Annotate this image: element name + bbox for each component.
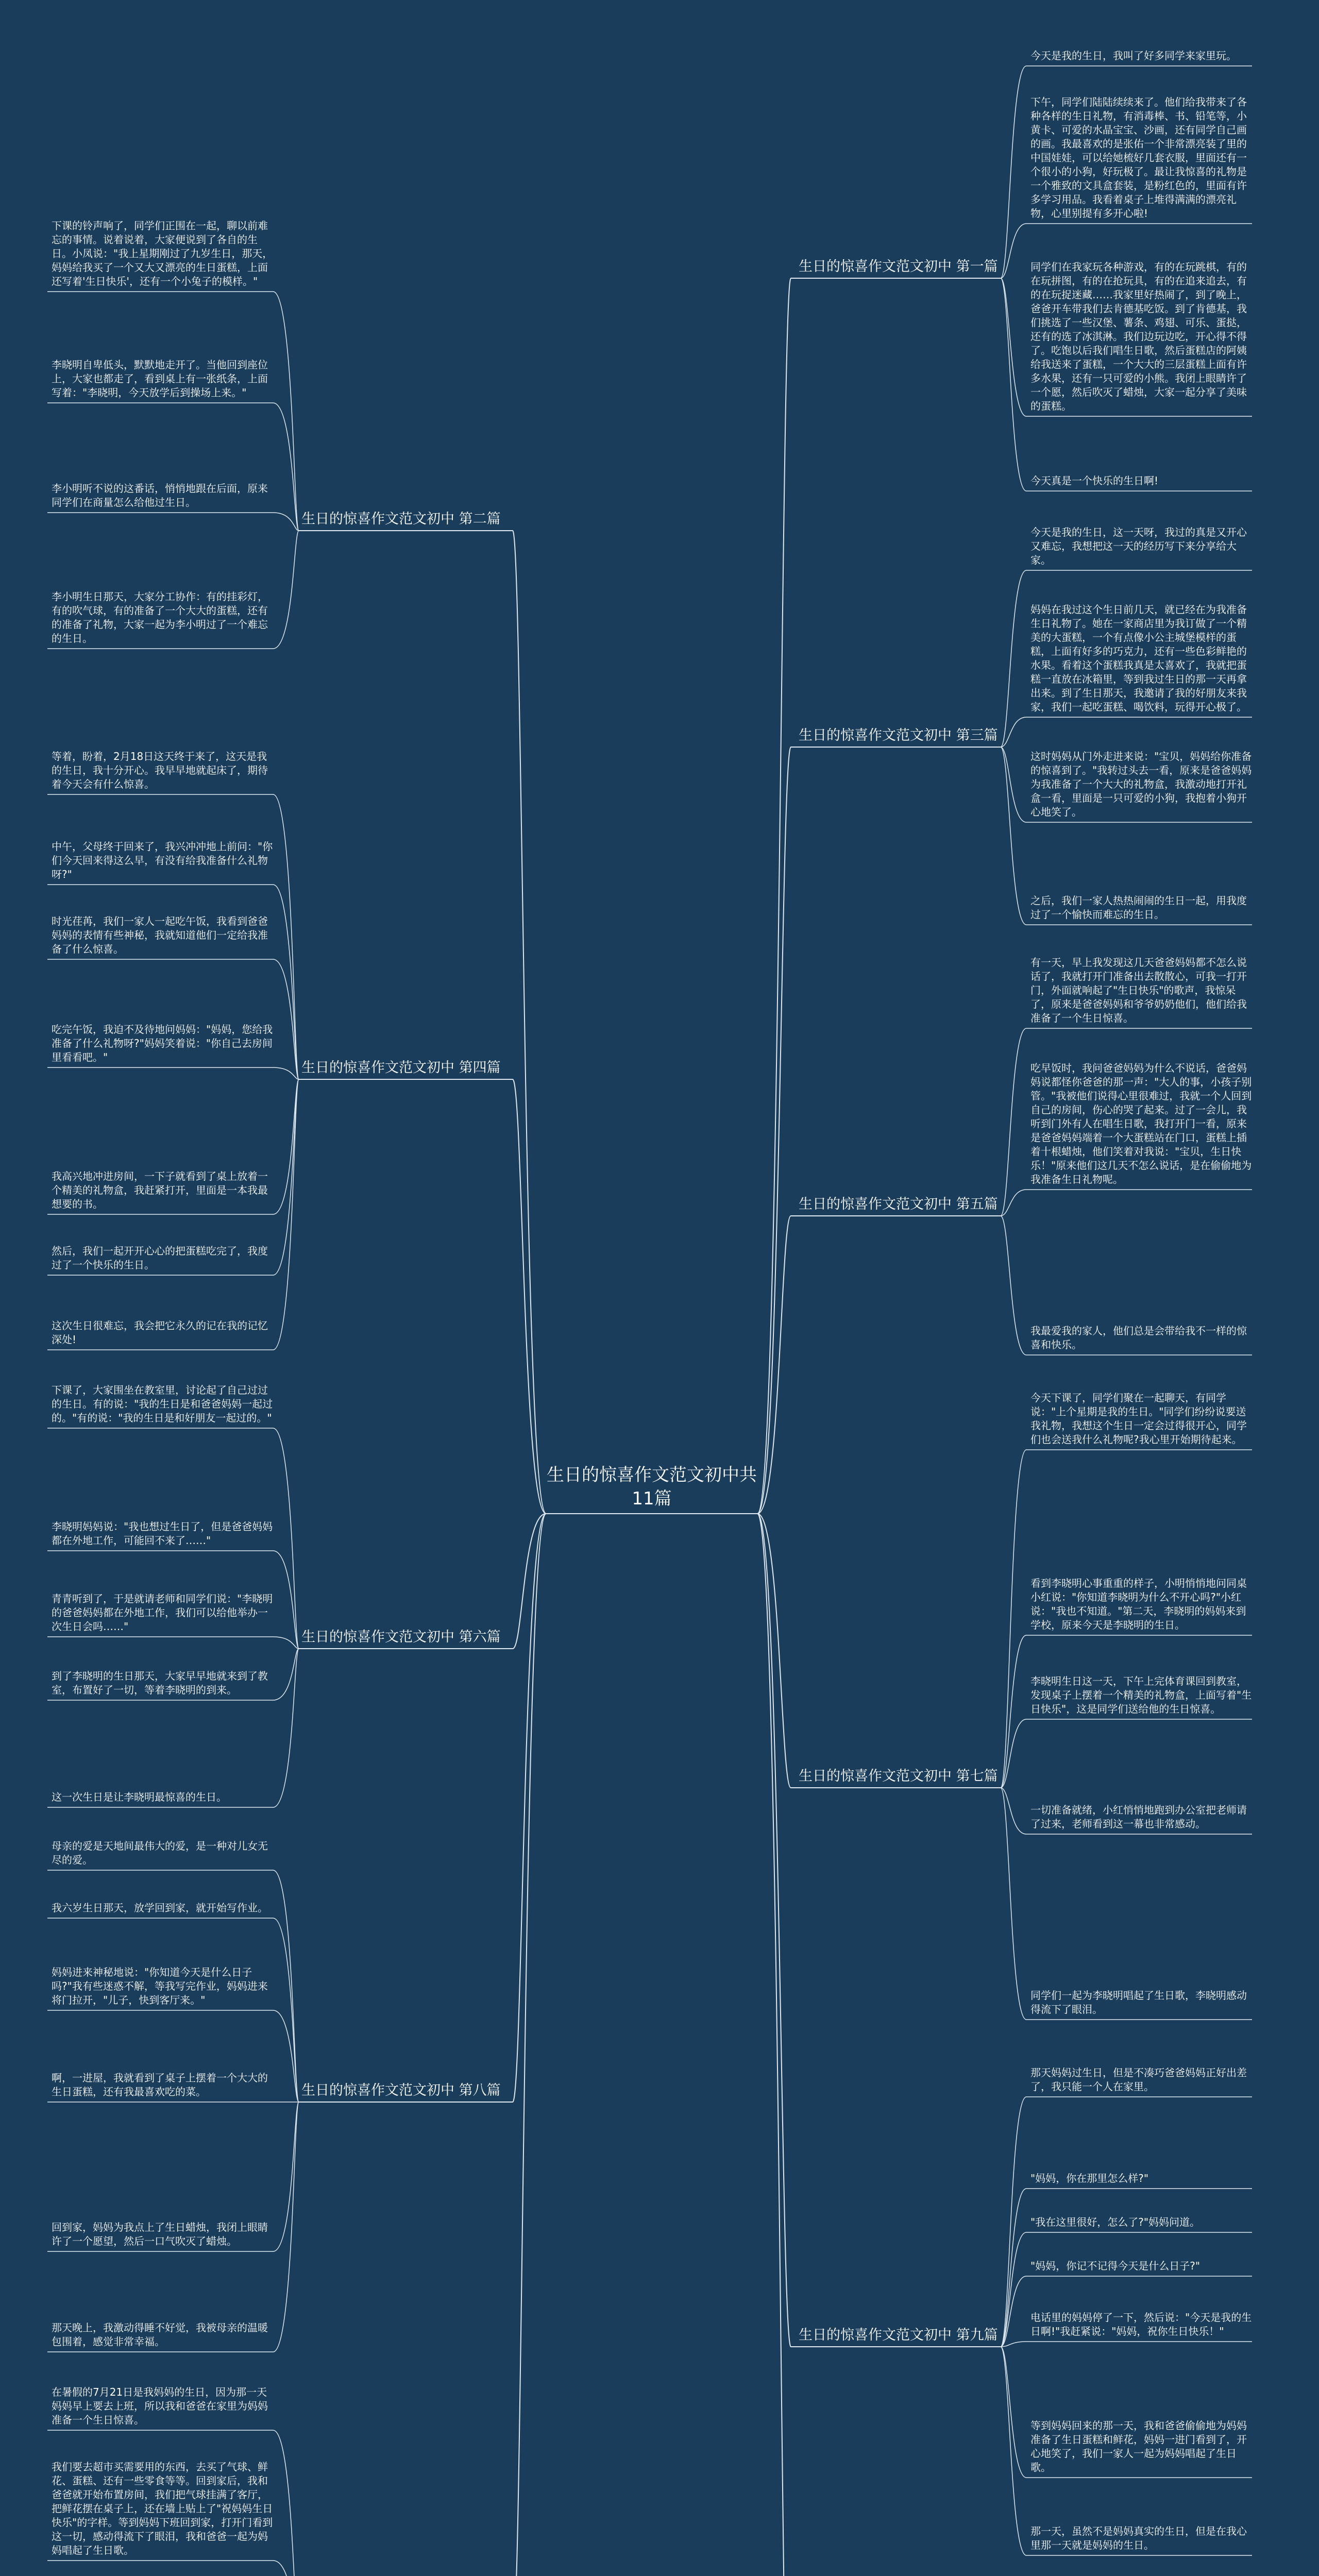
leaf: 啊，一进屋，我就看到了桌子上摆着一个大大的生日蛋糕，还有我最喜欢吃的菜。 xyxy=(52,2072,268,2098)
branch-label-9: 生日的惊喜作文范文初中 第九篇 xyxy=(799,2327,998,2343)
leaf: 在暑假的7月21日是我妈妈的生日，因为那一天妈妈早上要去上班，所以我和爸爸在家里为妈妈准备一个生日惊喜。 xyxy=(52,2386,268,2426)
root-topic: 生日的惊喜作文范文初中共11篇 xyxy=(547,1465,757,1509)
leaf: 我最爱我的家人，他们总是会带给我不一样的惊喜和快乐。 xyxy=(1030,1325,1247,1351)
leaf: 李晓明妈妈说："我也想过生日了，但是爸爸妈妈都在外地工作，可能回不来了……" xyxy=(52,1520,273,1547)
leaf: 母亲的爱是天地间最伟大的爱，是一种对儿女无尽的爱。 xyxy=(52,1840,268,1866)
leaf: 我高兴地冲进房间，一下子就看到了桌上放着一个精美的礼物盒，我赶紧打开，里面是一本我最想要的书。 xyxy=(52,1170,268,1210)
leaf: 时光荏苒，我们一家人一起吃午饭，我看到爸爸妈妈的表情有些神秘，我就知道他们一定给我准备了什么惊喜。 xyxy=(52,915,268,955)
leaf: 回到家，妈妈为我点上了生日蜡烛，我闭上眼睛许了一个愿望，然后一口气吹灭了蜡烛。 xyxy=(52,2221,268,2247)
leaf: "妈妈，你记不记得今天是什么日子?" xyxy=(1030,2260,1200,2272)
leaf: 李晓明自卑低头，默默地走开了。当他回到座位上，大家也都走了，看到桌上有一张纸条，上面写着："李晓明，今天放学后到操场上来。" xyxy=(52,359,268,399)
leaf: 李晓明生日这一天，下午上完体育课回到教室，发现桌子上摆着一个精美的礼物盒，上面写着"生日快乐"，这是同学们送给他的生日惊喜。 xyxy=(1030,1675,1252,1715)
leaf: 有一天，早上我发现这几天爸爸妈妈都不怎么说话了，我就打开门准备出去散散心，可我一打开门，外面就响起了"生日快乐"的歌声，我惊呆了，原来是爸爸妈妈和爷爷奶奶他们，他们给我准备了一个生日惊喜。 xyxy=(1030,956,1247,1024)
leaf: 那一天，虽然不是妈妈真实的生日，但是在我心里那一天就是妈妈的生日。 xyxy=(1030,2525,1247,2551)
leaf: 下课了，大家围坐在教室里，讨论起了自己过过的生日。有的说："我的生日是和爸爸妈妈一起过的。"有的说："我的生日是和好朋友一起过的。" xyxy=(52,1384,273,1424)
leaf: 一切准备就绪，小红悄悄地跑到办公室把老师请了过来，老师看到这一幕也非常感动。 xyxy=(1030,1804,1247,1830)
leaf: 李小明听不说的这番话，悄悄地跟在后面，原来同学们在商量怎么给他过生日。 xyxy=(52,482,268,509)
leaf: 等着，盼着，2月18日这天终于来了，这天是我的生日，我十分开心。我早早地就起床了，期待着今天会有什么惊喜。 xyxy=(52,750,268,790)
leaf: 妈妈在我过这个生日前几天，就已经在为我准备生日礼物了。她在一家商店里为我订做了一个精美的大蛋糕，一个有点像小公主城堡模样的蛋糕，上面有好多的巧克力，还有一些色彩鲜艳的水果。看着这个蛋糕我真是太喜欢了，我就把蛋糕一直放在冰箱里，等到我过生日的那一天再拿出来。到了生日那天，我邀请了我的好朋友来我家，我们一起吃蛋糕、喝饮料，玩得开心极了。 xyxy=(1030,603,1247,713)
leaf: 等到妈妈回来的那一天，我和爸爸偷偷地为妈妈准备了生日蛋糕和鲜花，妈妈一进门看到了，开心地笑了，我们一家人一起为妈妈唱起了生日歌。 xyxy=(1030,2419,1247,2473)
branch-label-4: 生日的惊喜作文范文初中 第四篇 xyxy=(301,1060,501,1076)
leaf: 同学们一起为李晓明唱起了生日歌，李晓明感动得流下了眼泪。 xyxy=(1030,1989,1247,2015)
leaf: 我们要去超市买需要用的东西，去买了气球、鲜花、蛋糕、还有一些零食等等。回到家后，我和爸爸就开始布置房间，我们把气球挂满了客厅，把鲜花摆在桌子上，还在墙上贴上了"祝妈妈生日快乐"的字样。等到妈妈下班回到家，打开门看到这一切，感动得流下了眼泪，我和爸爸一起为妈妈唱起了生日歌。 xyxy=(52,2461,273,2556)
branch-label-1: 生日的惊喜作文范文初中 第一篇 xyxy=(799,259,998,275)
leaf: 看到李晓明心事重重的样子，小明悄悄地问同桌小红说："你知道李晓明为什么不开心吗?"小红说："我也不知道。"第二天，李晓明的妈妈来到学校，原来今天是李晓明的生日。 xyxy=(1030,1577,1247,1631)
leaf: 今天下课了，同学们聚在一起聊天，有同学说："上个星期是我的生日。"同学们纷纷说要送我礼物，我想这个生日一定会过得很开心，同学们也会送我什么礼物呢?我心里开始期待起来。 xyxy=(1030,1392,1247,1446)
leaf: 这时妈妈从门外走进来说："宝贝，妈妈给你准备的惊喜到了。"我转过头去一看，原来是爸爸妈妈为我准备了一个大大的礼物盒，我激动地打开礼盒一看，里面是一只可爱的小狗，我抱着小狗开心地笑了。 xyxy=(1030,750,1252,818)
leaf: 到了李晓明的生日那天，大家早早地就来到了教室，布置好了一切，等着李晓明的到来。 xyxy=(52,1670,268,1696)
leaf: 电话里的妈妈停了一下，然后说："今天是我的生日啊!"我赶紧说："妈妈，祝你生日快乐！" xyxy=(1030,2311,1252,2337)
leaf: 吃早饭时，我问爸爸妈妈为什么不说话，爸爸妈妈说都怪你爸爸的那一声："大人的事，小孩子别管。"我被他们说得心里很难过，我就一个人回到自己的房间，伤心的哭了起来。过了一会儿，我听到门外有人在唱生日歌，我打开门一看，原来是爸爸妈妈端着一个大蛋糕站在门口，蛋糕上插着十根蜡烛，他们笑着对我说："宝贝，生日快乐！"原来他们这几天不怎么说话，是在偷偷地为我准备生日礼物呢。 xyxy=(1030,1062,1252,1185)
branch-label-8: 生日的惊喜作文范文初中 第八篇 xyxy=(301,2082,501,2098)
leaf: 中午，父母终于回来了，我兴冲冲地上前问："你们今天回来得这么早，有没有给我准备什么礼物呀?" xyxy=(52,840,273,880)
leaf: 下午，同学们陆陆续续来了。他们给我带来了各种各样的生日礼物，有消毒棒、书、铅笔等，小黄卡、可爱的水晶宝宝、沙画，还有同学自己画的画。我最喜欢的是张佑一个非常漂亮装了里的中国娃娃，可以给她梳好几套衣服，里面还有一个很小的小狗，好玩极了。最让我惊喜的礼物是一个雅致的文具盒套装，是粉红色的，里面有许多学习用品。我看着桌子上堆得满满的漂亮礼物，心里别提有多开心啦! xyxy=(1030,96,1247,219)
leaf: "妈妈，你在那里怎么样?" xyxy=(1030,2172,1149,2184)
leaf: 李小明生日那天，大家分工协作：有的挂彩灯，有的吹气球，有的准备了一个大大的蛋糕，还有的准备了礼物，大家一起为李小明过了一个难忘的生日。 xyxy=(52,590,268,645)
branch-label-3: 生日的惊喜作文范文初中 第三篇 xyxy=(799,727,998,743)
leaf: 下课的铃声响了，同学们正围在一起，聊以前难忘的事情。说着说着，大家便说到了各自的生日。小凤说："我上星期刚过了九岁生日，那天，妈妈给我买了一个又大又漂亮的生日蛋糕，上面还写着'生日快乐'，还有一个小兔子的模样。" xyxy=(52,219,273,287)
leaf: 那天妈妈过生日，但是不凑巧爸爸妈妈正好出差了，我只能一个人在家里。 xyxy=(1030,2066,1247,2093)
branch-label-7: 生日的惊喜作文范文初中 第七篇 xyxy=(799,1768,998,1784)
leaf: 今天是我的生日，我叫了好多同学来家里玩。 xyxy=(1030,49,1237,62)
leaf: 这一次生日是让李晓明最惊喜的生日。 xyxy=(52,1791,227,1803)
leaf: "我在这里很好，怎么了?"妈妈问道。 xyxy=(1030,2216,1200,2228)
leaf: 今天真是一个快乐的生日啊! xyxy=(1030,474,1159,487)
leaf: 今天是我的生日，这一天呀，我过的真是又开心又难忘，我想把这一天的经历写下来分享给大家。 xyxy=(1030,526,1247,566)
branch-label-6: 生日的惊喜作文范文初中 第六篇 xyxy=(301,1629,501,1645)
leaf: 我六岁生日那天，放学回到家，就开始写作业。 xyxy=(52,1902,268,1914)
leaf: 那天晚上，我激动得睡不好觉，我被母亲的温暖包围着，感觉非常幸福。 xyxy=(52,2321,268,2348)
leaf: 同学们在我家玩各种游戏，有的在玩跳棋，有的在玩拼图，有的在抢玩具，有的在追来追去，有的在玩捉迷藏……我家里好热闹了，到了晚上，爸爸开车带我们去肯德基吃饭。到了肯德基，我们挑选了一些汉堡、薯条、鸡翅、可乐、蛋挞，还有的选了冰淇淋。我们边玩边吃，开心得不得了。吃饱以后我们唱生日歌，然后蛋糕店的阿姨给我送来了蛋糕，一个大大的三层蛋糕上面有许多水果，还有一只可爱的小熊。我闭上眼睛许了一个愿，然后吹灭了蜡烛，大家一起分享了美味的蛋糕。 xyxy=(1030,261,1247,412)
branch-label-5: 生日的惊喜作文范文初中 第五篇 xyxy=(799,1196,998,1212)
leaf: 然后，我们一起开开心心的把蛋糕吃完了，我度过了一个快乐的生日。 xyxy=(52,1245,268,1271)
leaf: 吃完午饭，我迫不及待地问妈妈："妈妈，您给我准备了什么礼物呀?"妈妈笑着说："你自己去房间里看看吧。" xyxy=(52,1023,273,1063)
leaf: 妈妈进来神秘地说："你知道今天是什么日子吗?"我有些迷惑不解，等我写完作业，妈妈进来将门拉开，"儿子，快到客厅来。" xyxy=(52,1966,268,2006)
leaf: 这次生日很难忘，我会把它永久的记在我的记忆深处! xyxy=(52,1319,268,1346)
leaf: 青青听到了，于是就请老师和同学们说："李晓明的爸爸妈妈都在外地工作，我们可以给他举办一次生日会吗……" xyxy=(52,1592,273,1633)
branch-label-2: 生日的惊喜作文范文初中 第二篇 xyxy=(301,511,501,527)
leaf: 之后，我们一家人热热闹闹的生日一起，用我度过了一个愉快而难忘的生日。 xyxy=(1030,894,1247,921)
